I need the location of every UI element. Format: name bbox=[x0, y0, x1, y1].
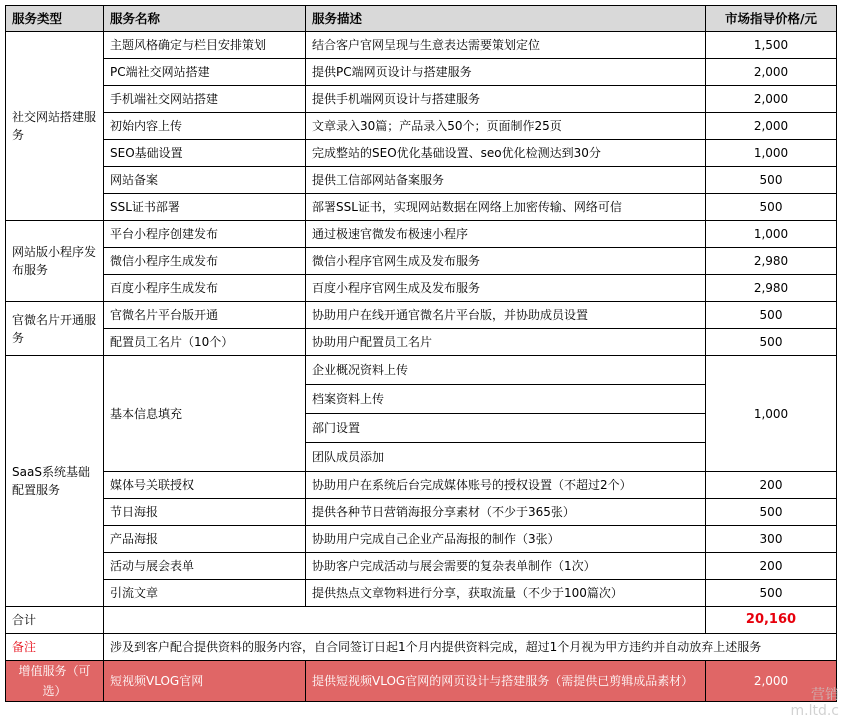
service-desc: 协助用户在系统后台完成媒体账号的授权设置（不超过2个） bbox=[306, 472, 706, 499]
service-desc: 提供PC端网页设计与搭建服务 bbox=[306, 59, 706, 86]
table-row bbox=[6, 275, 837, 302]
table-row bbox=[6, 356, 837, 385]
service-name: 网站备案 bbox=[104, 167, 306, 194]
table-row bbox=[6, 302, 837, 329]
service-price: 500 bbox=[706, 167, 837, 194]
service-name: 配置员工名片（10个） bbox=[104, 329, 306, 356]
service-price: 2,980 bbox=[706, 248, 837, 275]
service-price: 200 bbox=[706, 472, 837, 499]
header-desc: 服务描述 bbox=[306, 6, 706, 32]
total-value: 20,160 bbox=[706, 607, 837, 634]
category-cell: SaaS系统基础配置服务 bbox=[6, 356, 104, 607]
service-price: 1,000 bbox=[706, 221, 837, 248]
service-name: 初始内容上传 bbox=[104, 113, 306, 140]
service-desc: 提供热点文章物料进行分享，获取流量（不少于100篇次） bbox=[306, 580, 706, 607]
table-row bbox=[6, 140, 837, 167]
table-row bbox=[6, 472, 837, 499]
service-name: 基本信息填充 bbox=[104, 356, 306, 472]
watermark-line1: 营销 bbox=[811, 687, 839, 703]
extra-desc: 提供短视频VLOG官网的网页设计与搭建服务（需提供已剪辑成品素材） bbox=[306, 661, 706, 702]
table-row bbox=[6, 59, 837, 86]
service-desc: 提供手机端网页设计与搭建服务 bbox=[306, 86, 706, 113]
service-price: 300 bbox=[706, 526, 837, 553]
table-row bbox=[6, 499, 837, 526]
table-row bbox=[6, 580, 837, 607]
service-price: 500 bbox=[706, 302, 837, 329]
service-name: 主题风格确定与栏目安排策划 bbox=[104, 32, 306, 59]
total-row bbox=[6, 607, 837, 634]
service-desc: 协助用户在线开通官微名片平台版，并协助成员设置 bbox=[306, 302, 706, 329]
service-price: 500 bbox=[706, 329, 837, 356]
service-name: PC端社交网站搭建 bbox=[104, 59, 306, 86]
service-desc: 微信小程序官网生成及发布服务 bbox=[306, 248, 706, 275]
service-price: 1,500 bbox=[706, 32, 837, 59]
table-row bbox=[6, 329, 837, 356]
total-blank bbox=[104, 607, 706, 634]
service-name: 产品海报 bbox=[104, 526, 306, 553]
extra-price: 2,000 bbox=[706, 661, 837, 702]
service-name: 节日海报 bbox=[104, 499, 306, 526]
header-price: 市场指导价格/元 bbox=[706, 6, 837, 32]
service-price: 2,980 bbox=[706, 275, 837, 302]
service-name: 平台小程序创建发布 bbox=[104, 221, 306, 248]
service-desc: 协助客户完成活动与展会需要的复杂表单制作（1次） bbox=[306, 553, 706, 580]
service-name: 媒体号关联授权 bbox=[104, 472, 306, 499]
service-price: 2,000 bbox=[706, 86, 837, 113]
note-label: 备注 bbox=[6, 634, 104, 661]
table-row bbox=[6, 526, 837, 553]
table-row bbox=[6, 167, 837, 194]
extra-name: 短视频VLOG官网 bbox=[104, 661, 306, 702]
service-price: 1,000 bbox=[706, 356, 837, 472]
service-desc: 文章录入30篇；产品录入50个；页面制作25页 bbox=[306, 113, 706, 140]
table-row bbox=[6, 86, 837, 113]
table-row bbox=[6, 553, 837, 580]
note-row bbox=[6, 634, 837, 661]
price-table bbox=[5, 5, 837, 702]
service-price: 500 bbox=[706, 194, 837, 221]
table-header-row bbox=[6, 6, 837, 32]
category-cell: 官微名片开通服务 bbox=[6, 302, 104, 356]
service-desc: 提供工信部网站备案服务 bbox=[306, 167, 706, 194]
service-desc: 企业概况资料上传 bbox=[306, 356, 706, 385]
service-name: 微信小程序生成发布 bbox=[104, 248, 306, 275]
service-desc: 部署SSL证书，实现网站数据在网络上加密传输、网络可信 bbox=[306, 194, 706, 221]
service-name: 官微名片平台版开通 bbox=[104, 302, 306, 329]
service-desc: 提供各种节日营销海报分享素材（不少于365张） bbox=[306, 499, 706, 526]
service-price: 500 bbox=[706, 580, 837, 607]
category-cell: 社交网站搭建服务 bbox=[6, 32, 104, 221]
service-desc: 档案资料上传 bbox=[306, 385, 706, 414]
table-row bbox=[6, 113, 837, 140]
service-name: 引流文章 bbox=[104, 580, 306, 607]
service-desc: 协助用户配置员工名片 bbox=[306, 329, 706, 356]
extra-service-row bbox=[6, 661, 837, 702]
service-desc: 部门设置 bbox=[306, 414, 706, 443]
service-name: 活动与展会表单 bbox=[104, 553, 306, 580]
table-row bbox=[6, 248, 837, 275]
header-category: 服务类型 bbox=[6, 6, 104, 32]
service-price: 2,000 bbox=[706, 113, 837, 140]
service-desc: 完成整站的SEO优化基础设置、seo优化检测达到30分 bbox=[306, 140, 706, 167]
service-desc: 协助用户完成自己企业产品海报的制作（3张） bbox=[306, 526, 706, 553]
category-cell: 网站版小程序发布服务 bbox=[6, 221, 104, 302]
extra-category: 增值服务（可选） bbox=[6, 661, 104, 702]
service-name: 手机端社交网站搭建 bbox=[104, 86, 306, 113]
service-name: SSL证书部署 bbox=[104, 194, 306, 221]
service-desc: 百度小程序官网生成及发布服务 bbox=[306, 275, 706, 302]
watermark bbox=[790, 687, 839, 719]
service-desc: 团队成员添加 bbox=[306, 443, 706, 472]
service-name: SEO基础设置 bbox=[104, 140, 306, 167]
service-desc: 通过极速官微发布极速小程序 bbox=[306, 221, 706, 248]
service-price: 2,000 bbox=[706, 59, 837, 86]
table-row bbox=[6, 221, 837, 248]
service-price: 200 bbox=[706, 553, 837, 580]
service-desc: 结合客户官网呈现与生意表达需要策划定位 bbox=[306, 32, 706, 59]
service-price: 1,000 bbox=[706, 140, 837, 167]
table-row bbox=[6, 32, 837, 59]
header-name: 服务名称 bbox=[104, 6, 306, 32]
note-text: 涉及到客户配合提供资料的服务内容，自合同签订日起1个月内提供资料完成，超过1个月视为甲方违约并自动放弃上述服务 bbox=[104, 634, 837, 661]
service-price: 500 bbox=[706, 499, 837, 526]
total-label: 合计 bbox=[6, 607, 104, 634]
service-name: 百度小程序生成发布 bbox=[104, 275, 306, 302]
watermark-line2: m.ltd.c bbox=[790, 703, 839, 719]
table-row bbox=[6, 194, 837, 221]
